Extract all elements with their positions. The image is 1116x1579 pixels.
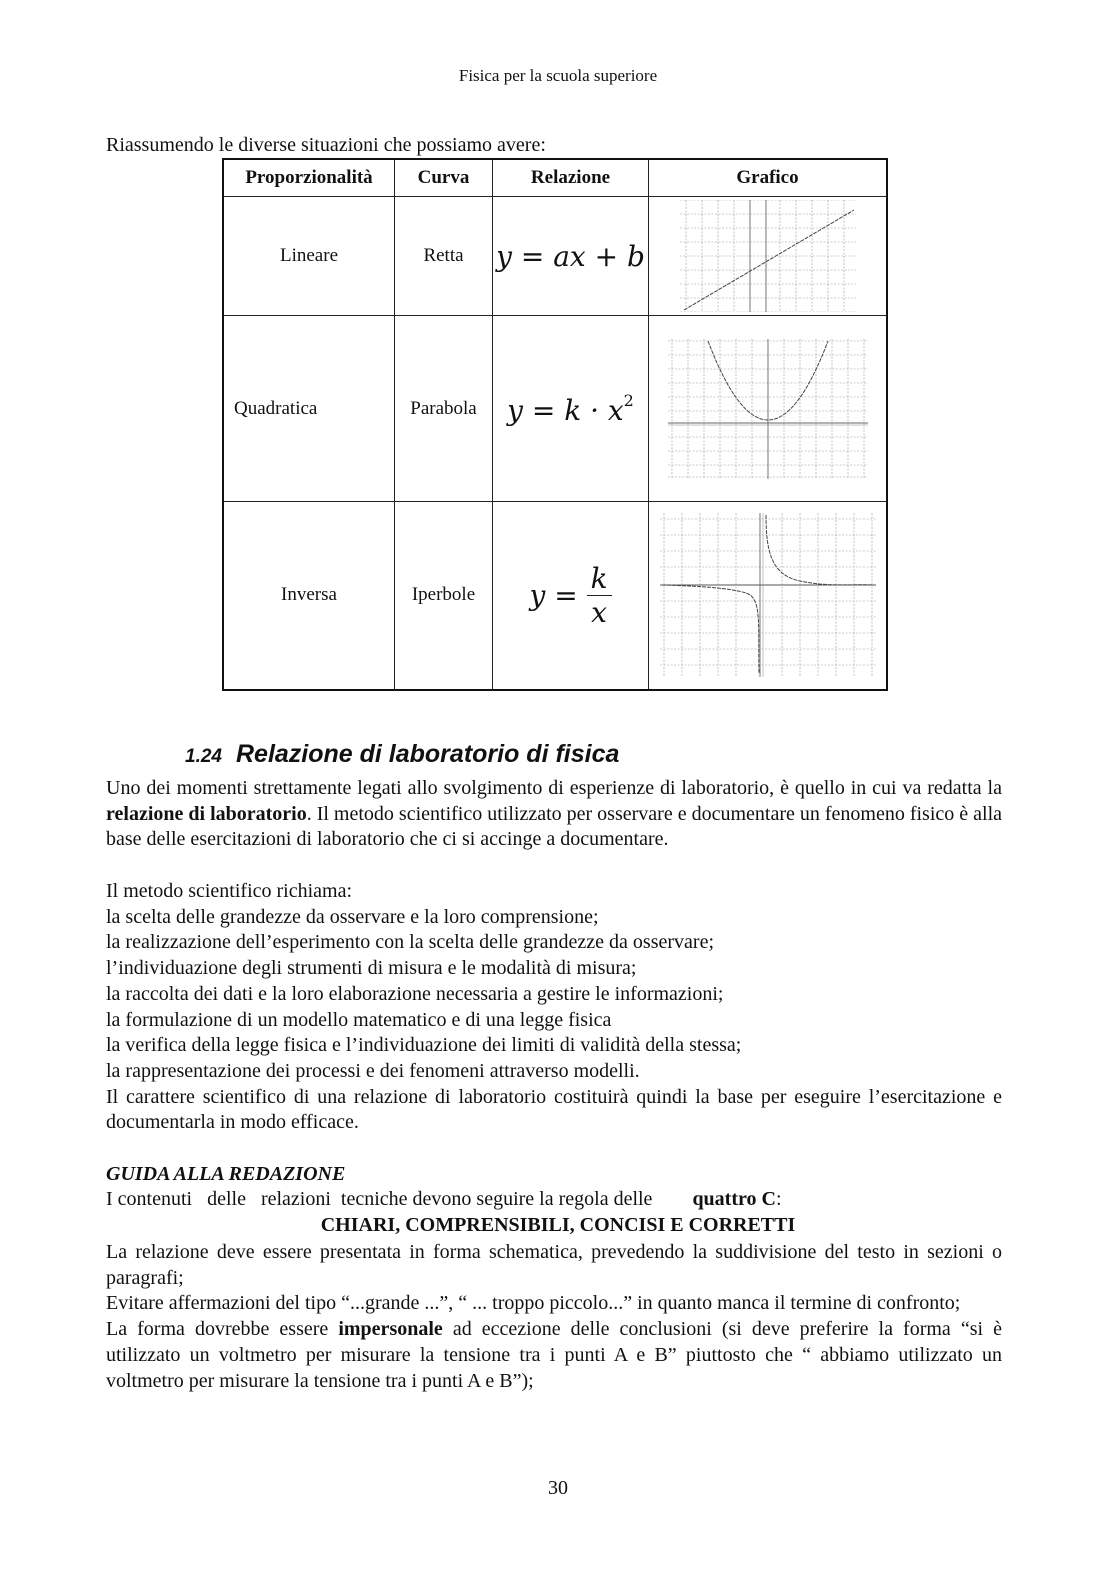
guide-p3-text-b: ad eccezione delle conclusioni (si deve preferire la forma “si è utilizzato un voltmetro per misurare la tensione tra i punti A e B” piuttosto che “ abbiamo utilizzato un voltmetro per misurare la tensione tra i punti A e B”);: [106, 1318, 1002, 1392]
cell-proportionality: Inversa: [223, 502, 395, 690]
guide-p3-text-a: La forma dovrebbe essere: [106, 1318, 339, 1341]
inverse-graph-cell: [649, 502, 888, 690]
guide-paragraph: Evitare affermazioni del tipo “...grande ...”, “ ... troppo piccolo...” in quanto manca il termine di confronto;: [106, 1292, 961, 1315]
cell-curve: Retta: [395, 197, 493, 316]
method-item: la formulazione di un modello matematico e di una legge fisica: [106, 1008, 612, 1031]
guide-paragraph: La relazione deve essere presentata in forma schematica, prevedendo la suddivisione del testo in sezioni o paragrafi;: [106, 1241, 1002, 1289]
method-intro: Il metodo scientifico richiama:: [106, 880, 353, 902]
cell-relation: [493, 197, 649, 316]
method-block: [106, 879, 1002, 1136]
inverse-formula-lhs: y =: [529, 578, 578, 612]
table-row-quadratic: [223, 316, 887, 502]
guide-title: GUIDA ALLA REDAZIONE: [106, 1163, 346, 1185]
quadratic-exponent: 2: [623, 390, 634, 410]
header-graph: Grafico: [649, 159, 888, 197]
header-proportionality: Proporzionalità: [223, 159, 395, 197]
header-relation: Relazione: [493, 159, 649, 197]
para1-text-b: . Il metodo scientifico utilizzato per osservare e documentare un fenomeno fisico è alla base delle esercitazioni di laboratorio che ci si accinge a documentare.: [106, 802, 1003, 851]
header-curve: Curva: [395, 159, 493, 197]
quadratic-graph: [668, 339, 868, 479]
quadratic-graph-cell: [649, 316, 888, 502]
linear-graph-cell: [649, 197, 888, 316]
method-item: la realizzazione dell’esperimento con la scelta delle grandezze da osservare;: [106, 931, 714, 954]
inverse-formula: [529, 561, 611, 629]
guide-line-bold: quattro C: [692, 1188, 776, 1210]
running-header: Fisica per la scuola superiore: [458, 66, 658, 85]
cell-relation: [493, 316, 649, 502]
guide-paragraph: [106, 1317, 1002, 1394]
table-row-linear: [223, 197, 887, 316]
fraction-numerator: k: [587, 562, 612, 596]
cell-proportionality: [223, 316, 395, 502]
linear-formula: y = ax + b: [496, 239, 645, 273]
proportionality-table: [222, 158, 888, 691]
guide-paragraphs: [106, 1240, 1002, 1394]
guide-p3-bold: impersonale: [338, 1318, 443, 1341]
intro-sentence: Riassumendo le diverse situazioni che possiamo avere:: [106, 134, 546, 156]
cell-curve: Iperbole: [395, 502, 493, 690]
method-item: la verifica della legge fisica e l’individuazione dei limiti di validità della stessa;: [106, 1034, 742, 1057]
four-c-rule: CHIARI, COMPRENSIBILI, CONCISI E CORRETTI: [320, 1214, 796, 1236]
quadratic-formula-base: y = k · x: [507, 393, 624, 427]
cell-curve: Parabola: [395, 316, 493, 502]
cell-proportionality: Lineare: [223, 197, 395, 316]
section-heading: [185, 740, 619, 769]
method-closing: Il carattere scientifico di una relazione di laboratorio costituirà quindi la base per eseguire l’esercitazione e documentarla in modo efficace.: [106, 1085, 1002, 1134]
inverse-graph: [660, 513, 876, 677]
cell-relation: [493, 502, 649, 690]
page-number: 30: [548, 1477, 568, 1499]
inverse-fraction: [587, 562, 612, 629]
guide-line-text: I contenuti delle relazioni tecniche devono seguire la regola delle: [106, 1188, 693, 1210]
method-item: la rappresentazione dei processi e dei fenomeni attraverso modelli.: [106, 1059, 640, 1082]
fraction-denominator: x: [591, 595, 607, 629]
paragraph-intro: [106, 776, 1002, 853]
para1-text-a: Uno dei momenti strettamente legati allo svolgimento di esperienze di laboratorio, è quello in cui va redatta la: [106, 777, 1002, 799]
linear-graph: [680, 200, 856, 312]
cell-proportionality-label: Quadratica: [234, 397, 318, 419]
guide-line-colon: :: [775, 1188, 782, 1210]
table-row-inverse: [223, 502, 887, 690]
section-number: 1.24: [185, 746, 222, 767]
guide-rule-line: [106, 1188, 782, 1211]
method-item: la raccolta dei dati e la loro elaborazione necessaria a gestire le informazioni;: [106, 982, 724, 1005]
para1-bold: relazione di laboratorio: [106, 802, 307, 825]
quadratic-formula: [507, 390, 634, 427]
method-item: l’individuazione degli strumenti di misura e le modalità di misura;: [106, 957, 637, 980]
method-item: la scelta delle grandezze da osservare e la loro comprensione;: [106, 905, 599, 928]
section-title: Relazione di laboratorio di fisica: [235, 740, 620, 768]
table-header-row: [223, 159, 887, 197]
